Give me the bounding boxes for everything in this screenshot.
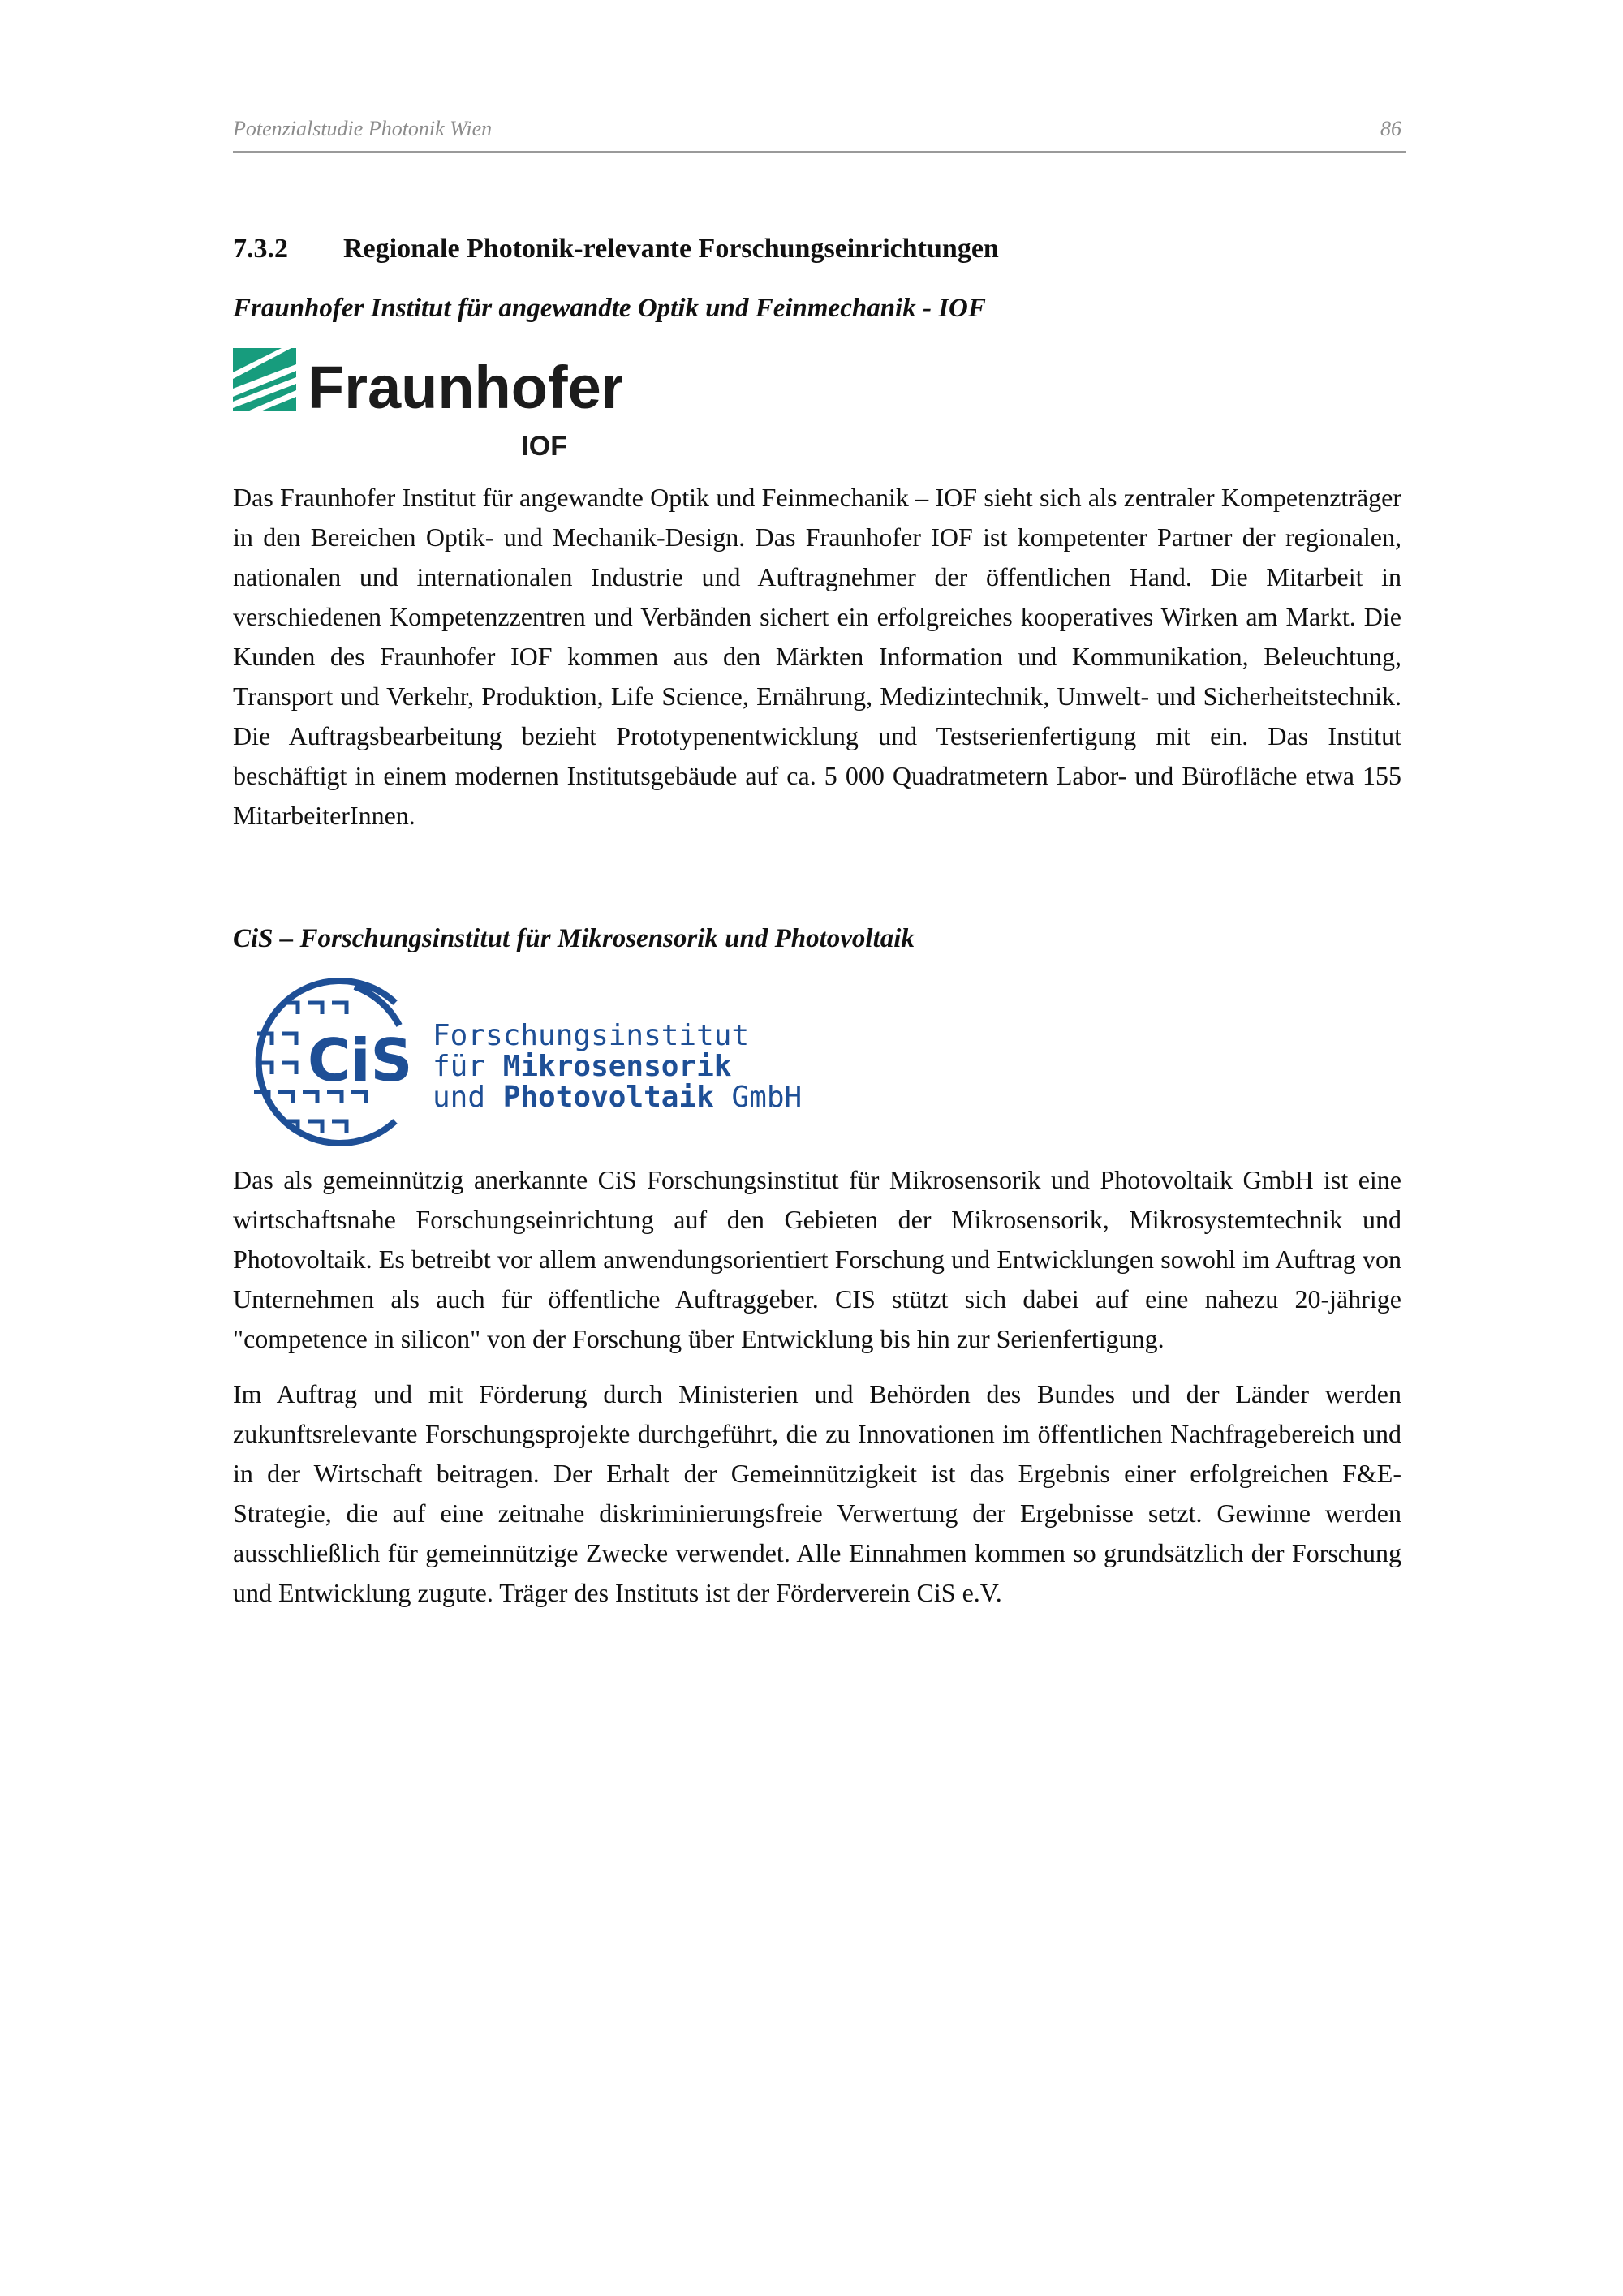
institute-heading-cis: CiS – Forschungsinstitut für Mikrosensorik und Photovoltaik [233, 924, 915, 953]
cis-logo-line-3-suffix: GmbH [713, 1081, 803, 1114]
paragraph-cis-1: Das als gemeinnützig anerkannte CiS Forschungsinstitut für Mikrosensorik und Photovoltaik GmbH ist eine wirtschaftsnahe Forschungseinrichtung auf den Gebieten der Mikrosensorik, Mikrosystemtechnik und Photovoltaik. Es betreibt vor allem anwendungsorientiert Forschung und Entwicklungen sowohl im Auftrag von Unternehmen als auch für öffentliche Auftraggeber. CIS stützt sich dabei auf eine nahezu 20-jährige "competence in silicon" von der Forschung über Entwicklung bis hin zur Serienfertigung. [233, 1165, 1401, 1353]
paragraph-cis-2: Im Auftrag und mit Förderung durch Ministerien und Behörden des Bundes und der Länder werden zukunftsrelevante Forschungsprojekte durchgeführt, die zu Innovationen im öffentlichen Nachfragebereich und in der Wirtschaft beitragen. Der Erhalt der Gemeinnützigkeit ist das Ergebnis einer erfolgreichen F&E-Strategie, die auf eine zeitnahe diskriminierungsfreie Verwertung der Ergebnisse setzt. Gewinne werden ausschließlich für gemeinnützige Zwecke verwendet. Alle Einnahmen kommen so grundsätzlich der Forschung und Entwicklung zugute. Träger des Instituts ist der Förderverein CiS e.V. [233, 1379, 1401, 1607]
fraunhofer-logo-graphic [233, 348, 622, 470]
fraunhofer-logo [233, 348, 1401, 470]
page-header [233, 114, 1406, 153]
cis-logo-line-2-bold: Mikrosensorik [502, 1050, 732, 1083]
header-title: Potenzialstudie Photonik Wien [233, 117, 493, 140]
cis-logo-line-3-bold: Photovoltaik [502, 1081, 714, 1114]
cis-logo-line-2 [433, 1050, 732, 1083]
cis-logo-line-3-prefix: und [433, 1081, 503, 1114]
paragraph-fraunhofer-1: Das Fraunhofer Institut für angewandte Optik und Feinmechanik – IOF sieht sich als zentraler Kompetenzträger in den Bereichen Optik- und Mechanik-Design. Das Fraunhofer IOF ist kompetenter Partner der regionalen, nationalen und internationalen Industrie und Auftragnehmer der öffentlichen Hand. Die Mitarbeit in verschiedenen Kompetenzzentren und Verbänden sichert ein erfolgreiches kooperatives Wirken am Markt. Die Kunden des Fraunhofer IOF kommen aus den Märkten Information und Kommunikation, Beleuchtung, Transport und Verkehr, Produktion, Life Science, Ernährung, Medizintechnik, Umwelt- und Sicherheitstechnik. Die Auftragsbearbeitung bezieht Prototypenentwicklung und Testserienfertigung mit ein. Das Institut beschäftigt in einem modernen Institutsgebäude auf ca. 5 000 Quadratmetern Labor- und Bürofläche etwa 155 MitarbeiterInnen. [233, 483, 1401, 830]
cis-emblem-text: CiS [308, 1026, 413, 1094]
cis-logo [233, 977, 1401, 1147]
page-content [233, 230, 1401, 1613]
cis-logo-line-2-prefix: für [433, 1050, 503, 1083]
cis-logo-graphic [233, 977, 882, 1147]
section-number: 7.3.2 [233, 234, 288, 264]
section-heading [233, 230, 1401, 269]
cis-logo-line-3 [433, 1081, 802, 1114]
institute-heading-fraunhofer: Fraunhofer Institut für angewandte Optik und Feinmechanik - IOF [233, 294, 986, 323]
cis-logo-line-1: Forschungsinstitut [433, 1019, 750, 1052]
fraunhofer-iof-label: IOF [521, 431, 567, 462]
fraunhofer-wordmark: Fraunhofer [308, 354, 622, 421]
page-number: 86 [1380, 117, 1401, 140]
section-title: Regionale Photonik-relevante Forschungseinrichtungen [343, 234, 999, 264]
